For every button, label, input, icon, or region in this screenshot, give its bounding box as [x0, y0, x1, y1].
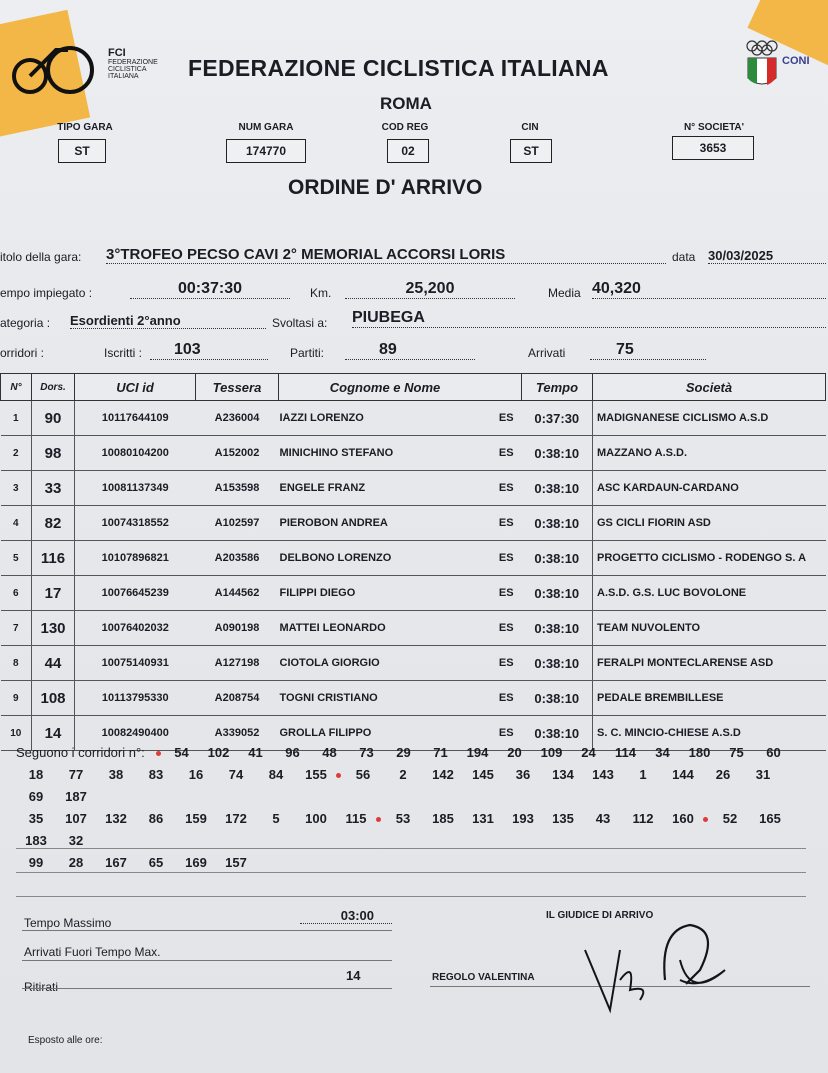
- rider-number: 28: [68, 855, 84, 870]
- row-team: PEDALE BREMBILLESE: [593, 681, 826, 716]
- following-line-4: [16, 852, 816, 874]
- row-cat: ES: [491, 506, 522, 541]
- row-dors: 33: [32, 471, 75, 506]
- rider-number: 74: [228, 767, 244, 782]
- rider-number: 172: [225, 811, 247, 826]
- row-cat: ES: [491, 576, 522, 611]
- row-uci: 10076402032: [75, 611, 196, 646]
- row-pos: 4: [1, 506, 32, 541]
- table-row: [1, 681, 826, 716]
- row-pos: 1: [1, 401, 32, 436]
- ritirati: 14: [346, 968, 361, 983]
- table-header-row: [1, 374, 826, 401]
- row-name: CIOTOLA GIORGIO: [279, 646, 492, 681]
- rider-number: 20: [507, 745, 522, 760]
- rider-number: 48: [322, 745, 337, 760]
- row-tessera: A203586: [196, 541, 279, 576]
- code-label-societa: N° SOCIETA': [683, 122, 745, 133]
- header-name: Cognome e Nome: [279, 374, 492, 401]
- km-label: Km.: [310, 286, 332, 300]
- rider-number: 165: [759, 811, 781, 826]
- row-team: A.S.D. G.S. LUC BOVOLONE: [593, 576, 826, 611]
- fuori-label: Arrivati Fuori Tempo Max.: [24, 945, 161, 959]
- rider-number: 18: [28, 767, 44, 782]
- row-tessera: A152002: [196, 436, 279, 471]
- rider-number: 143: [592, 767, 614, 782]
- row-uci: 10075140931: [75, 646, 196, 681]
- row-time: 0:38:10: [522, 436, 593, 471]
- rider-number: 144: [672, 767, 694, 782]
- following-line-3: [16, 808, 816, 852]
- rider-number: 160: [672, 811, 694, 826]
- row-cat: ES: [491, 471, 522, 506]
- row-pos: 7: [1, 611, 32, 646]
- row-uci: 10107896821: [75, 541, 196, 576]
- rider-number: 26: [715, 767, 731, 782]
- row-team: GS CICLI FIORIN ASD: [593, 506, 826, 541]
- rider-number: 53: [395, 811, 411, 826]
- rider-number: 69: [28, 789, 44, 804]
- rider-number: 84: [268, 767, 284, 782]
- media-label: Media: [548, 286, 581, 300]
- race-arrivati: 75: [590, 341, 706, 360]
- rider-number: 54: [174, 745, 189, 760]
- row-tessera: A153598: [196, 471, 279, 506]
- signature-icon: [580, 910, 730, 1020]
- document-subtitle: ORDINE D' ARRIVO: [288, 176, 483, 199]
- row-pos: 10: [1, 716, 32, 751]
- results-body: [1, 401, 826, 751]
- row-name: DELBONO LORENZO: [279, 541, 492, 576]
- fci-abbrev: FCI: [108, 47, 126, 59]
- rider-number: 134: [552, 767, 574, 782]
- tempo-max-label: Tempo Massimo: [24, 916, 112, 930]
- venue-label: Svoltasi a:: [272, 316, 328, 330]
- rider-number: 2: [399, 767, 407, 782]
- rule-fuori: [22, 960, 392, 961]
- row-pos: 3: [1, 471, 32, 506]
- header-tessera: Tessera: [196, 374, 279, 401]
- row-tessera: A208754: [196, 681, 279, 716]
- rider-number: 36: [515, 767, 531, 782]
- rider-number: 65: [148, 855, 164, 870]
- rider-number: 52: [722, 811, 738, 826]
- following-numbers-1: [163, 745, 792, 760]
- row-pos: 6: [1, 576, 32, 611]
- riders-label: orridori :: [0, 346, 45, 360]
- row-team: MADIGNANESE CICLISMO A.S.D: [593, 401, 826, 436]
- row-dors: 116: [32, 541, 75, 576]
- rider-number: 96: [285, 745, 300, 760]
- row-dors: 130: [32, 611, 75, 646]
- rider-number: 131: [472, 811, 494, 826]
- fci-sub-3: ITALIANA: [108, 73, 139, 80]
- blank-rule-2: [16, 872, 806, 873]
- rider-number: 187: [65, 789, 87, 804]
- row-team: S. C. MINCIO-CHIESE A.S.D: [593, 716, 826, 751]
- rider-number: 5: [272, 811, 280, 826]
- code-box-cin: ST: [510, 139, 552, 163]
- row-cat: ES: [491, 681, 522, 716]
- row-pos: 5: [1, 541, 32, 576]
- race-title: 3°TROFEO PECSO CAVI 2° MEMORIAL ACCORSI LORIS: [106, 246, 666, 264]
- fci-logo-icon: [8, 42, 98, 97]
- code-label-reg: COD REG: [381, 122, 429, 133]
- code-label-num: NUM GARA: [238, 122, 294, 133]
- code-box-num: 174770: [226, 139, 306, 163]
- row-tessera: A144562: [196, 576, 279, 611]
- race-date-label: data: [672, 250, 696, 264]
- rider-number: 100: [305, 811, 327, 826]
- rider-number: 31: [755, 767, 771, 782]
- table-row: [1, 541, 826, 576]
- row-cat: ES: [491, 436, 522, 471]
- row-uci: 10082490400: [75, 716, 196, 751]
- row-name: FILIPPI DIEGO: [279, 576, 492, 611]
- row-uci: 10074318552: [75, 506, 196, 541]
- row-name: MATTEI LEONARDO: [279, 611, 492, 646]
- header-dors: Dors.: [32, 374, 75, 401]
- row-uci: 10113795330: [75, 681, 196, 716]
- row-pos: 9: [1, 681, 32, 716]
- giudice-name: REGOLO VALENTINA: [432, 972, 535, 983]
- rider-number: 86: [148, 811, 164, 826]
- rider-number: 34: [655, 745, 670, 760]
- row-dors: 44: [32, 646, 75, 681]
- coni-label: CONI: [782, 55, 810, 67]
- red-mark-icon: [336, 773, 341, 778]
- federation-title: FEDERAZIONE CICLISTICA ITALIANA: [188, 55, 609, 81]
- rider-number: 1: [639, 767, 647, 782]
- city: ROMA: [380, 94, 432, 113]
- rider-number: 77: [68, 767, 84, 782]
- ritirati-label: Ritirati: [24, 980, 59, 994]
- rider-number: 24: [581, 745, 596, 760]
- row-cat: ES: [491, 611, 522, 646]
- rider-number: 32: [68, 833, 84, 848]
- partiti-label: Partiti:: [290, 346, 325, 360]
- red-mark-icon: [376, 817, 381, 822]
- fci-abbrev-block: [108, 48, 158, 80]
- race-time: 00:37:30: [130, 280, 290, 299]
- category-label: ategoria :: [0, 316, 51, 330]
- rider-number: 112: [632, 811, 654, 826]
- red-mark-icon: [156, 751, 161, 756]
- rider-number: 135: [552, 811, 574, 826]
- row-dors: 14: [32, 716, 75, 751]
- row-cat: ES: [491, 541, 522, 576]
- race-venue: PIUBEGA: [352, 309, 826, 328]
- rider-number: 132: [105, 811, 127, 826]
- rider-number: 71: [433, 745, 448, 760]
- rider-number: 180: [688, 745, 711, 760]
- rider-number: 107: [65, 811, 87, 826]
- rider-number: 102: [207, 745, 230, 760]
- following-riders: [16, 742, 816, 874]
- race-date: 30/03/2025: [708, 248, 826, 264]
- arrivati-label: Arrivati: [528, 346, 566, 360]
- time-label: empo impiegato :: [0, 286, 93, 300]
- header-time: Tempo: [522, 374, 593, 401]
- giudice-label: IL GIUDICE DI ARRIVO: [546, 910, 654, 921]
- rider-number: 60: [766, 745, 781, 760]
- results-table: [0, 373, 826, 751]
- rider-number: 167: [105, 855, 127, 870]
- rider-number: 109: [540, 745, 563, 760]
- row-team: FERALPI MONTECLARENSE ASD: [593, 646, 826, 681]
- row-team: TEAM NUVOLENTO: [593, 611, 826, 646]
- row-tessera: A090198: [196, 611, 279, 646]
- header-uci: UCI id: [75, 374, 196, 401]
- rider-number: 43: [595, 811, 611, 826]
- rider-number: 35: [28, 811, 44, 826]
- rider-number: 99: [28, 855, 44, 870]
- row-team: ASC KARDAUN-CARDANO: [593, 471, 826, 506]
- row-uci: 10076645239: [75, 576, 196, 611]
- tempo-max: 03:00: [300, 908, 392, 924]
- row-time: 0:38:10: [522, 611, 593, 646]
- rider-number: 38: [108, 767, 124, 782]
- race-category: Esordienti 2°anno: [70, 313, 266, 329]
- row-time: 0:38:10: [522, 576, 593, 611]
- row-time: 0:38:10: [522, 506, 593, 541]
- row-time: 0:38:10: [522, 681, 593, 716]
- rider-number: 157: [225, 855, 247, 870]
- row-time: 0:37:30: [522, 401, 593, 436]
- table-row: [1, 471, 826, 506]
- header-cat: [491, 374, 522, 401]
- iscritti-label: Iscritti :: [104, 346, 142, 360]
- row-dors: 98: [32, 436, 75, 471]
- row-dors: 108: [32, 681, 75, 716]
- row-name: MINICHINO STEFANO: [279, 436, 492, 471]
- rider-number: 169: [185, 855, 207, 870]
- table-row: [1, 576, 826, 611]
- following-label: Seguono i corridori n°:: [16, 745, 145, 760]
- race-iscritti: 103: [150, 341, 268, 360]
- rider-number: 83: [148, 767, 164, 782]
- rider-number: 73: [359, 745, 374, 760]
- rider-number: 142: [432, 767, 454, 782]
- row-uci: 10080104200: [75, 436, 196, 471]
- rider-number: 16: [188, 767, 204, 782]
- blank-rule-3: [16, 896, 806, 897]
- rider-number: 194: [466, 745, 489, 760]
- rider-number: 185: [432, 811, 454, 826]
- code-box-reg: 02: [387, 139, 429, 163]
- row-name: PIEROBON ANDREA: [279, 506, 492, 541]
- row-time: 0:38:10: [522, 541, 593, 576]
- fci-sub-1: FEDERAZIONE: [108, 59, 158, 66]
- rider-number: 75: [729, 745, 744, 760]
- row-cat: ES: [491, 646, 522, 681]
- rider-number: 41: [248, 745, 263, 760]
- race-partiti: 89: [345, 341, 475, 360]
- row-uci: 10117644109: [75, 401, 196, 436]
- rider-number: 114: [615, 745, 636, 760]
- header-pos: N°: [1, 374, 32, 401]
- race-media: 40,320: [592, 280, 826, 299]
- row-cat: ES: [491, 401, 522, 436]
- code-box-tipo: ST: [58, 139, 106, 163]
- esposto-label: Esposto alle ore:: [28, 1035, 103, 1046]
- following-line-2: [16, 764, 816, 808]
- code-box-societa: 3653: [672, 136, 754, 160]
- row-uci: 10081137349: [75, 471, 196, 506]
- row-team: PROGETTO CICLISMO - RODENGO S. A: [593, 541, 826, 576]
- row-dors: 82: [32, 506, 75, 541]
- header-team: Società: [593, 374, 826, 401]
- row-dors: 90: [32, 401, 75, 436]
- row-name: GROLLA FILIPPO: [279, 716, 492, 751]
- red-mark-icon: [703, 817, 708, 822]
- rider-number: 193: [512, 811, 534, 826]
- row-dors: 17: [32, 576, 75, 611]
- rule-tempo: [22, 930, 392, 931]
- rider-number: 159: [185, 811, 207, 826]
- code-label-cin: CIN: [521, 122, 539, 133]
- code-label-tipo: TIPO GARA: [57, 122, 113, 133]
- row-team: MAZZANO A.S.D.: [593, 436, 826, 471]
- following-line-1: [16, 742, 816, 764]
- blank-rule-1: [16, 848, 806, 849]
- table-row: [1, 646, 826, 681]
- race-title-label: itolo della gara:: [0, 250, 82, 264]
- row-name: IAZZI LORENZO: [279, 401, 492, 436]
- rider-number: 115: [345, 811, 367, 826]
- row-tessera: A102597: [196, 506, 279, 541]
- row-tessera: A339052: [196, 716, 279, 751]
- table-row: [1, 436, 826, 471]
- row-name: ENGELE FRANZ: [279, 471, 492, 506]
- row-tessera: A236004: [196, 401, 279, 436]
- rider-number: 56: [355, 767, 371, 782]
- row-cat: ES: [491, 716, 522, 751]
- rider-number: 29: [396, 745, 411, 760]
- row-tessera: A127198: [196, 646, 279, 681]
- fci-sub-2: CICLISTICA: [108, 66, 147, 73]
- row-name: TOGNI CRISTIANO: [279, 681, 492, 716]
- row-time: 0:38:10: [522, 716, 593, 751]
- rule-ritirati: [22, 988, 392, 989]
- row-pos: 8: [1, 646, 32, 681]
- table-row: [1, 506, 826, 541]
- rider-number: 155: [305, 767, 327, 782]
- rider-number: 183: [25, 833, 47, 848]
- coni-emblem-icon: [742, 38, 817, 98]
- race-km: 25,200: [345, 280, 515, 299]
- table-row: [1, 611, 826, 646]
- row-pos: 2: [1, 436, 32, 471]
- row-time: 0:38:10: [522, 646, 593, 681]
- table-row: [1, 401, 826, 436]
- rider-number: 145: [472, 767, 494, 782]
- row-time: 0:38:10: [522, 471, 593, 506]
